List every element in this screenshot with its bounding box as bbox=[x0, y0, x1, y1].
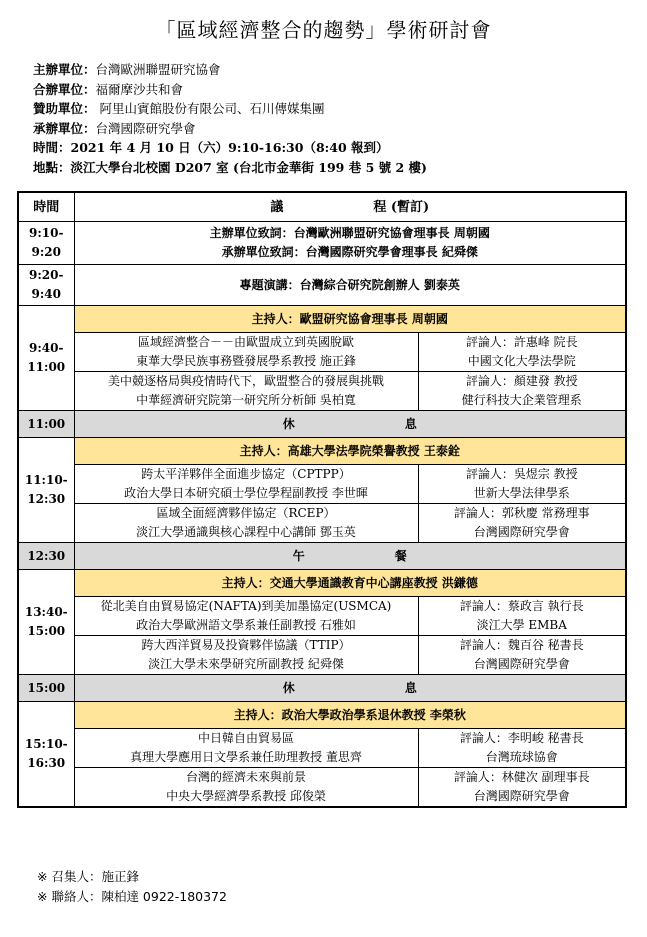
time-line: 時間：2021 年 4 月 10 日（六）9:10-16:30（8:40 報到） bbox=[33, 140, 389, 156]
time-cell: 9:40- 11:00 bbox=[18, 306, 74, 411]
time-cell: 9:20- 9:40 bbox=[18, 265, 74, 306]
session-2-host-row bbox=[18, 438, 626, 465]
break-label: 休 息 bbox=[74, 411, 626, 438]
talk-cell: 中日韓自由貿易區 真理大學應用日文學系兼任助理教授 董思齊 bbox=[74, 729, 418, 768]
time-cell: 9:10- 9:20 bbox=[18, 222, 74, 265]
co-organizer-line: 合辦單位：福爾摩沙共和會 bbox=[33, 81, 184, 97]
talk-row bbox=[18, 465, 626, 504]
host-unit-line: 承辦單位：台灣國際研究學會 bbox=[33, 120, 196, 136]
break-label: 休 息 bbox=[74, 675, 626, 702]
convener-note: ※ 召集人：施正鋒 bbox=[37, 869, 139, 884]
organizer-line: 主辦單位：台灣歐洲聯盟研究協會 bbox=[33, 62, 221, 77]
talk-cell: 美中競逐格局與疫情時代下，歐盟整合的發展與挑戰 中華經濟研究院第一研究所分析師 吳柏寬 bbox=[74, 372, 418, 411]
session-host: 主持人：高雄大學法學院榮譽教授 王泰銓 bbox=[74, 438, 626, 465]
discussant-cell: 評論人：郭秋慶 常務理事 台灣國際研究學會 bbox=[418, 504, 626, 543]
break-row bbox=[18, 675, 626, 702]
keynote-row bbox=[18, 265, 626, 306]
keynote-speech: 專題演講：台灣綜合研究院創辦人 劉泰英 bbox=[74, 265, 626, 306]
footnotes bbox=[37, 867, 227, 907]
page-title: 「區域經濟整合的趨勢」學術研討會 bbox=[155, 18, 492, 42]
opening-remarks: 主辦單位致詞：台灣歐洲聯盟研究協會理事長 周朝國 承辦單位致詞：台灣國際研究學會理事長 紀舜傑 bbox=[74, 222, 626, 265]
talk-cell: 跨大西洋貿易及投資夥伴協議（TTIP） 淡江大學未來學研究所副教授 紀舜傑 bbox=[74, 636, 418, 675]
talk-cell: 從北美自由貿易協定(NAFTA)到美加墨協定(USMCA) 政治大學歐洲語文學系兼任副教授 石雅如 bbox=[74, 597, 418, 636]
talk-row bbox=[18, 636, 626, 675]
talk-cell: 台灣的經濟未來與前景 中央大學經濟學系教授 邱俊榮 bbox=[74, 768, 418, 808]
talk-cell: 區域經濟整合－－由歐盟成立到英國脫歐 東華大學民族事務暨發展學系教授 施正鋒 bbox=[74, 333, 418, 372]
session-4-host-row bbox=[18, 702, 626, 729]
time-cell: 12:30 bbox=[18, 543, 74, 570]
session-host: 主持人：交通大學通識教育中心講座教授 洪鎌德 bbox=[74, 570, 626, 597]
talk-row bbox=[18, 504, 626, 543]
lunch-row bbox=[18, 543, 626, 570]
schedule-table bbox=[17, 191, 627, 808]
agenda-column-header: 議 程 (暫訂) bbox=[74, 192, 626, 222]
talk-row bbox=[18, 597, 626, 636]
talk-cell: 區域全面經濟夥伴協定（RCEP） 淡江大學通識與核心課程中心講師 鄧玉英 bbox=[74, 504, 418, 543]
discussant-cell: 評論人：許惠峰 院長 中國文化大學法學院 bbox=[418, 333, 626, 372]
table-header bbox=[18, 192, 626, 222]
discussant-cell: 評論人：魏百谷 秘書長 台灣國際研究學會 bbox=[418, 636, 626, 675]
discussant-cell: 評論人：顏建發 教授 健行科技大企業管理系 bbox=[418, 372, 626, 411]
session-host: 主持人：歐盟研究協會理事長 周朝國 bbox=[74, 306, 626, 333]
contact-note: ※ 聯絡人：陳柏達 0922-180372 bbox=[37, 889, 227, 904]
session-1-host-row bbox=[18, 306, 626, 333]
time-cell: 15:10- 16:30 bbox=[18, 702, 74, 808]
session-host: 主持人：政治大學政治學系退休教授 李榮秋 bbox=[74, 702, 626, 729]
time-cell: 11:10- 12:30 bbox=[18, 438, 74, 543]
discussant-cell: 評論人：蔡政言 執行長 淡江大學 EMBA bbox=[418, 597, 626, 636]
talk-row bbox=[18, 333, 626, 372]
discussant-cell: 評論人：吳煜宗 教授 世新大學法律學系 bbox=[418, 465, 626, 504]
time-column-header: 時間 bbox=[18, 192, 74, 222]
time-cell: 11:00 bbox=[18, 411, 74, 438]
talk-row bbox=[18, 729, 626, 768]
sponsor-line: 贊助單位： 阿里山賓館股份有限公司、石川傳媒集團 bbox=[33, 101, 325, 117]
talk-row bbox=[18, 372, 626, 411]
time-cell: 13:40- 15:00 bbox=[18, 570, 74, 675]
event-info bbox=[33, 60, 427, 178]
talk-row bbox=[18, 768, 626, 808]
venue-line: 地點：淡江大學台北校園 D207 室 (台北市金華街 199 巷 5 號 2 樓) bbox=[33, 159, 427, 175]
time-cell: 15:00 bbox=[18, 675, 74, 702]
discussant-cell: 評論人：李明峻 秘書長 台灣琉球協會 bbox=[418, 729, 626, 768]
discussant-cell: 評論人：林健次 副理事長 台灣國際研究學會 bbox=[418, 768, 626, 808]
session-3-host-row bbox=[18, 570, 626, 597]
break-row bbox=[18, 411, 626, 438]
opening-row bbox=[18, 222, 626, 265]
lunch-label: 午 餐 bbox=[74, 543, 626, 570]
talk-cell: 跨太平洋夥伴全面進步協定（CPTPP） 政治大學日本研究碩士學位學程副教授 李世暉 bbox=[74, 465, 418, 504]
